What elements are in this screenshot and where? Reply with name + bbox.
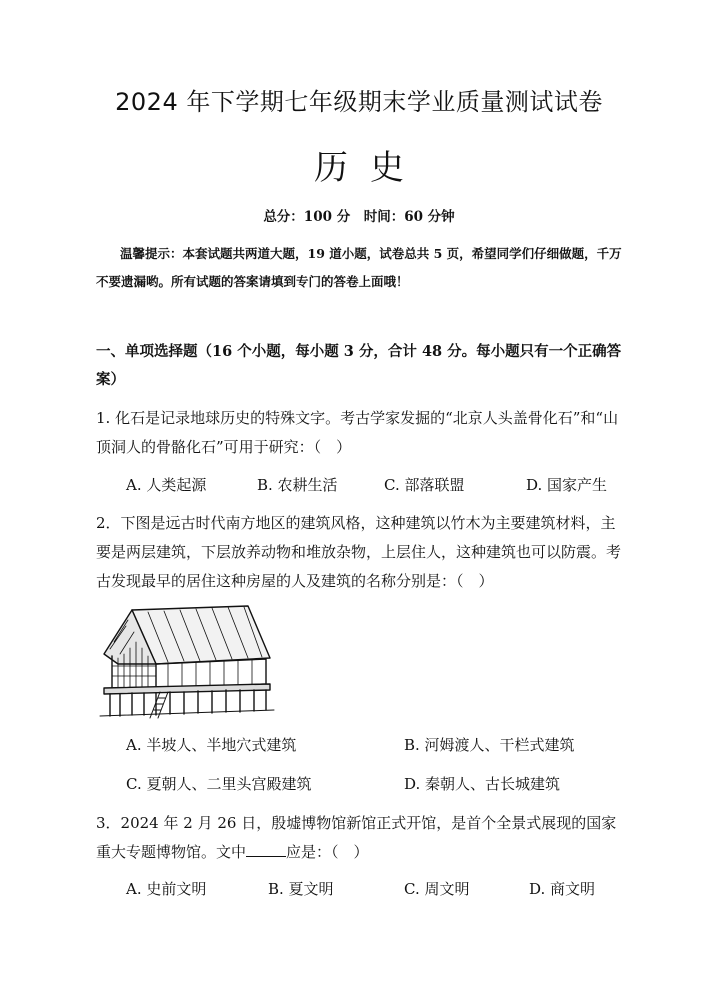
- option-c: C. 周文明: [404, 880, 470, 898]
- question-3-stem: [96, 809, 626, 867]
- option-b: B. 河姆渡人、干栏式建筑: [404, 736, 575, 754]
- option-a: A. 人类起源: [126, 476, 207, 494]
- question-1-options: [126, 474, 626, 498]
- option-a: A. 史前文明: [126, 880, 207, 898]
- option-b: B. 夏文明: [268, 880, 334, 898]
- option-c: C. 部落联盟: [384, 476, 465, 494]
- question-3-stem-after: 应是：（ ）: [286, 843, 369, 861]
- option-d: D. 秦朝人、古长城建筑: [404, 775, 561, 793]
- question-2-options-row2: [126, 773, 626, 797]
- option-d: D. 商文明: [529, 880, 596, 898]
- option-a: A. 半坡人、半地穴式建筑: [126, 736, 297, 754]
- stilt-house-illustration: [98, 604, 276, 720]
- question-2-options-row1: [126, 734, 626, 758]
- option-b: B. 农耕生活: [257, 476, 338, 494]
- option-c: C. 夏朝人、二里头宫殿建筑: [126, 775, 312, 793]
- question-1-stem: 1. 化石是记录地球历史的特殊文字。考古学家发掘的“北京人头盖骨化石”和“山顶洞人的骨骼化石”可用于研究：（ ）: [96, 409, 619, 456]
- warm-tip: 温馨提示：本套试题共两道大题，19 道小题，试卷总共 5 页，希望同学们仔细做题，千万不要遗漏哟。所有试题的答案请填到专门的答卷上面哦！: [96, 246, 622, 289]
- option-d: D. 国家产生: [526, 476, 608, 494]
- question-3-options: [126, 878, 626, 902]
- exam-title: 2024 年下学期七年级期末学业质量测试试卷: [115, 88, 603, 116]
- question-3-stem-before: 3．2024 年 2 月 26 日，殷墟博物馆新馆正式开馆，是首个全景式展现的国家重大专题博物馆。文中: [96, 814, 617, 861]
- question-2-stem: 2．下图是远古时代南方地区的建筑风格，这种建筑以竹木为主要建筑材料，主要是两层建筑，下层放养动物和堆放杂物，上层住人，这种建筑也可以防震。考古发现最早的居住这种房屋的人及建筑的名称分别是：（ ）: [96, 514, 622, 590]
- score-time-info: 总分：100 分 时间：60 分钟: [263, 209, 455, 225]
- section-heading: 一、单项选择题（16 个小题，每小题 3 分，合计 48 分。每小题只有一个正确答案）: [96, 343, 622, 388]
- answer-blank: [246, 842, 286, 857]
- subject-title: 历史: [314, 148, 426, 188]
